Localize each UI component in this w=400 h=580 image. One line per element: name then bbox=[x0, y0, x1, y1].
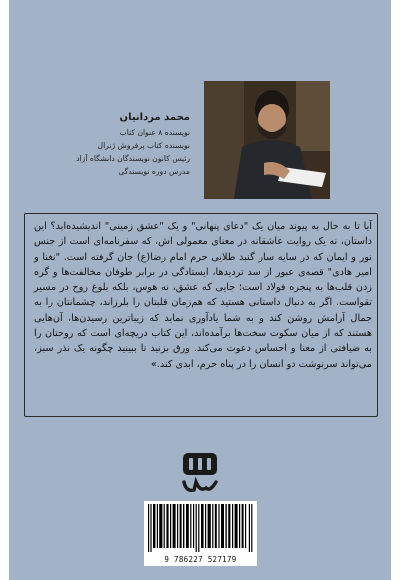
author-credential-4: مدرس دوره نویسندگی bbox=[118, 167, 190, 176]
back-cover bbox=[9, 0, 391, 580]
isbn-barcode bbox=[144, 501, 257, 566]
barcode-bars bbox=[148, 504, 253, 552]
publisher-logo-icon bbox=[180, 452, 220, 496]
author-credential-2: نویسنده کتاب پرفروش ژنرال bbox=[97, 141, 190, 150]
author-info bbox=[25, 111, 190, 178]
isbn-number: 9 786227 527179 bbox=[164, 555, 237, 564]
author-photo bbox=[204, 81, 330, 199]
author-credential-1: نویسنده ۸ عنوان کتاب bbox=[119, 128, 190, 137]
book-description: آیا تا به حال به پیوند میان یک "دعای پنهانی" و یک "عشق زمینی" اندیشیده‌اید؟ این داستان، نه یک روایت عاشقانه در معنای معمولی اش، که سفرنامه‌ای است از جنس نور و ایمان که در سایه سار گنبد طلایی حرم امام رضا(ع) جان گرفته است. "نغنا و امیر هادی" قصه‌ی عبور از سد تردیدها، ایستادگی در برابر طوفان مخالفت‌ها و گره زدن قلب‌ها به پنجره فولاد است؛ جایی که عشق، نه هوس، بلکه بلوغ روح در مسیر تقواست. اگر به دنبال داستانی هستید که هم‌زمان قلبتان را بلرزاند، چشمانتان را به جمال آرامش روشن کند و به شما یادآوری نماید که زیباترین رسیدن‌ها، آن‌هایی هستند که از میان سکوت سخت‌ها برآمده‌اند، این کتاب دریچه‌ای است که روحتان را به ضیافتی از معنا و احساس دعوت می‌کند. ورق بزنید تا ببینید چگونه یک نذر سبز، می‌تواند سرنوشت دو انسان را در پناه حرم، ابدی کند.» bbox=[34, 221, 372, 370]
author-name: محمد مردانیان bbox=[119, 112, 190, 123]
author-photo-illustration bbox=[204, 81, 330, 199]
author-credential-3: رئیس کانون نویسندگان دانشگاه آزاد bbox=[76, 154, 190, 163]
